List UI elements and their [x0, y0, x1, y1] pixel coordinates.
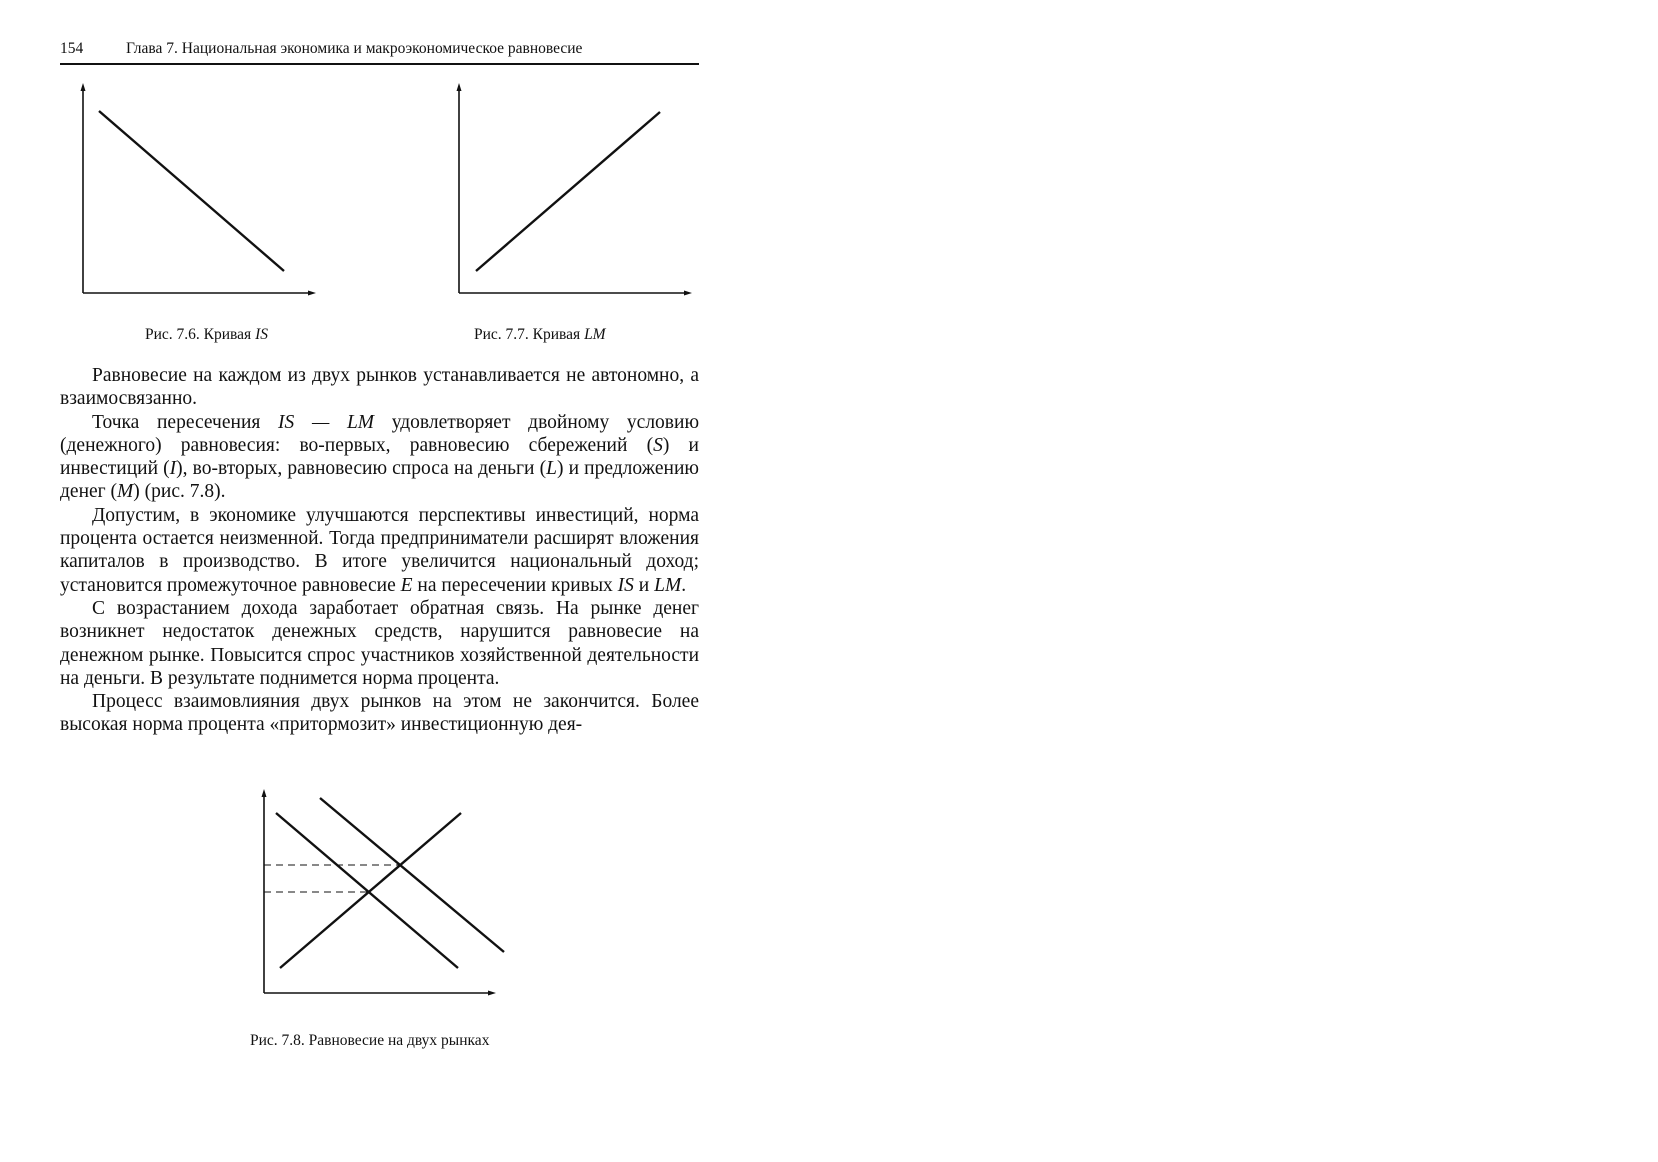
- italic-term: LM: [654, 574, 682, 596]
- text-run: ) (рис. 7.8).: [133, 481, 226, 503]
- x-axis-arrow: [684, 291, 692, 296]
- text-run: Процесс взаимовлияния двух рынков на этом не закончится. Более высокая норма процента «притормозит» инвестиционную дея-: [60, 691, 699, 736]
- text-run: Равновесие на каждом из двух рынков устанавливается не автономно, а взаимосвязанно.: [60, 365, 699, 410]
- text-run: Точка пересечения: [92, 411, 279, 433]
- x-axis-arrow: [488, 991, 496, 996]
- x-axis-arrow: [308, 291, 316, 296]
- body-text: [60, 364, 699, 737]
- paragraph: [60, 504, 699, 597]
- text-run: .: [681, 574, 687, 596]
- lm-curve: [280, 813, 461, 968]
- figure-two-market-equilibrium: [254, 788, 504, 1000]
- figure-7-8-caption: Рис. 7.8. Равновесие на двух рынках: [250, 1032, 490, 1049]
- lm-curve: [476, 112, 660, 271]
- header-rule: [60, 63, 699, 65]
- figure-lm-curve: [436, 82, 696, 302]
- text-run: Допустим, в экономике улучшаются перспективы инвестиций, норма процента остается неизменной. Тогда предприниматели расширят вложения капиталов в производство. В итоге увеличится национальный доход; установится промежуточное равновесие: [60, 504, 699, 596]
- italic-term: S: [653, 434, 663, 456]
- text-run: ) и инвестиций (: [60, 434, 699, 480]
- paragraph: [60, 364, 699, 411]
- page-number: 154: [60, 40, 84, 57]
- text-run: С возрастанием дохода заработает обратная связь. На рынке денег возникнет недостаток денежных средств, нарушится равновесие на денежном рынке. Повысится спрос участников хозяйственной деятельности на деньги. В результате поднимется норма процента.: [60, 597, 699, 689]
- text-run: и: [633, 574, 655, 596]
- y-axis-arrow: [457, 83, 462, 91]
- italic-term: IS — LM: [278, 411, 375, 433]
- running-head: Глава 7. Национальная экономика и макроэкономическое равновесие: [126, 40, 583, 57]
- paragraph: [60, 690, 699, 737]
- paragraph: [60, 411, 699, 504]
- figure-7-6-caption: Рис. 7.6. Кривая IS: [145, 326, 268, 343]
- italic-term: L: [546, 458, 557, 480]
- italic-term: IS: [617, 574, 634, 596]
- paragraph: [60, 597, 699, 690]
- text-run: ), во-вторых, равновесию спроса на деньги (: [176, 458, 547, 480]
- y-axis-arrow: [81, 83, 86, 91]
- figure-is-curve: [60, 82, 320, 302]
- italic-term: I: [169, 458, 177, 480]
- italic-term: E: [400, 574, 413, 596]
- text-run: ) и предложению денег (: [60, 458, 699, 503]
- y-axis-arrow: [262, 789, 267, 797]
- is-curve: [99, 111, 284, 271]
- text-run: удовлетворяет двойному условию (денежного) равновесия: во-первых, равновесию сбережений (: [60, 411, 700, 456]
- text-run: на пересечении кривых: [412, 574, 618, 596]
- figure-7-7-caption: Рис. 7.7. Кривая LM: [474, 326, 606, 343]
- italic-term: M: [117, 481, 134, 503]
